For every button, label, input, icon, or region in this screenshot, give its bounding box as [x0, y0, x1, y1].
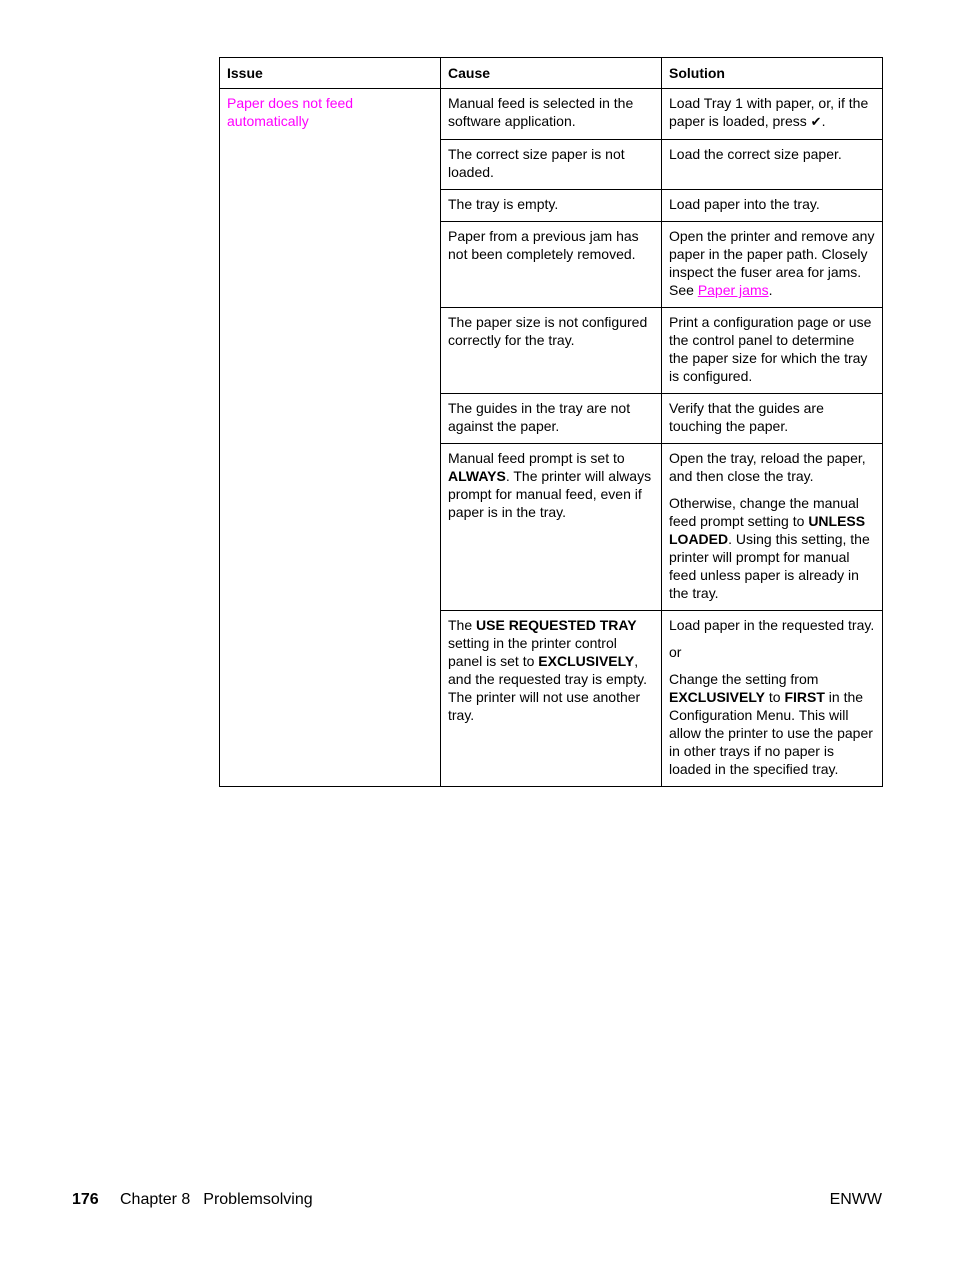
solution-text: Load Tray 1 with paper, or, if the paper is loaded, press — [669, 95, 869, 129]
setting-value-first: FIRST — [784, 689, 825, 705]
cause-text: The paper size is not configured correctly for the tray. — [448, 314, 648, 348]
solution-text: Load the correct size paper. — [669, 146, 842, 162]
cause-cell — [441, 190, 662, 222]
issue-cell — [220, 89, 441, 787]
cause-cell — [441, 222, 662, 308]
chapter-label: Chapter 8 — [120, 1191, 191, 1208]
cause-cell — [441, 444, 662, 611]
solution-text: Print a configuration page or use the control panel to determine the paper size for which the tray is configured. — [669, 314, 872, 384]
solution-text: to — [768, 689, 781, 705]
cause-text: The guides in the tray are not against the paper. — [448, 400, 631, 434]
cause-text: The correct size paper is not loaded. — [448, 146, 625, 180]
solution-text: Open the printer and remove any paper in the paper path. Closely inspect the fuser area for jams. See — [669, 228, 875, 298]
solution-text: Load paper in the requested tray. — [669, 617, 875, 633]
cause-cell — [441, 89, 662, 140]
page-number: 176 — [72, 1191, 99, 1208]
cause-text: setting in the printer control panel is set to — [448, 635, 617, 669]
solution-text: Open the tray, reload the paper, and then close the tray. — [669, 450, 866, 484]
checkmark-icon: ✔ — [810, 114, 822, 129]
solution-text: or — [669, 644, 682, 660]
solution-text-end: . — [821, 113, 826, 129]
setting-value-exclusively: EXCLUSIVELY — [669, 689, 765, 705]
chapter-title — [120, 1191, 313, 1209]
solution-paragraph — [669, 670, 875, 778]
cause-cell — [441, 308, 662, 394]
table-row — [220, 89, 883, 140]
solution-cell — [662, 308, 883, 394]
header-solution: Solution — [662, 58, 883, 89]
cause-text-end: , and the requested tray is empty. The printer will not use another tray. — [448, 653, 647, 723]
cause-cell — [441, 394, 662, 444]
paper-jams-link[interactable]: Paper jams — [697, 282, 769, 298]
cause-cell — [441, 140, 662, 190]
solution-text: in the Configuration Menu. This will allow the printer to use the paper in other trays if no paper is loaded in the specified tray. — [669, 689, 873, 777]
cause-text: The tray is empty. — [448, 196, 559, 212]
footer-right-label: ENWW — [829, 1191, 882, 1208]
solution-cell — [662, 89, 883, 140]
solution-paragraph — [669, 643, 875, 661]
solution-paragraph — [669, 449, 875, 485]
cause-text-end: . The printer will always prompt for manual feed, even if paper is in the tray. — [448, 468, 652, 520]
cause-text: The — [448, 617, 473, 633]
setting-value-unless-loaded: UNLESS LOADED — [669, 513, 866, 547]
solution-cell — [662, 611, 883, 787]
solution-text: Load paper into the tray. — [669, 196, 820, 212]
solution-cell — [662, 394, 883, 444]
solution-text: Change the setting from — [669, 671, 819, 687]
setting-name-use-requested-tray: USE REQUESTED TRAY — [476, 617, 637, 633]
solution-paragraph — [669, 494, 875, 602]
cause-text: Paper from a previous jam has not been completely removed. — [448, 228, 639, 262]
solution-cell — [662, 190, 883, 222]
cause-text: Manual feed prompt is set to — [448, 450, 625, 466]
troubleshooting-table — [219, 57, 883, 787]
solution-cell — [662, 444, 883, 611]
page-footer — [72, 1191, 882, 1211]
cause-text: Manual feed is selected in the software application. — [448, 95, 634, 129]
solution-cell — [662, 222, 883, 308]
header-issue: Issue — [220, 58, 441, 89]
cause-cell — [441, 611, 662, 787]
setting-value-exclusively: EXCLUSIVELY — [538, 653, 635, 669]
table-header-row — [220, 58, 883, 89]
solution-text: Verify that the guides are touching the paper. — [669, 400, 824, 434]
solution-text: Otherwise, change the manual feed prompt setting to — [669, 495, 859, 529]
solution-text-end: . — [768, 282, 773, 298]
section-label: Problemsolving — [203, 1191, 313, 1208]
setting-value-always: ALWAYS — [448, 468, 506, 484]
solution-cell — [662, 140, 883, 190]
issue-text: Paper does not feed automatically — [227, 95, 354, 129]
solution-text-end: . Using this setting, the printer will prompt for manual feed unless paper is already in the tray. — [669, 531, 870, 601]
header-cause: Cause — [441, 58, 662, 89]
solution-paragraph — [669, 616, 875, 634]
